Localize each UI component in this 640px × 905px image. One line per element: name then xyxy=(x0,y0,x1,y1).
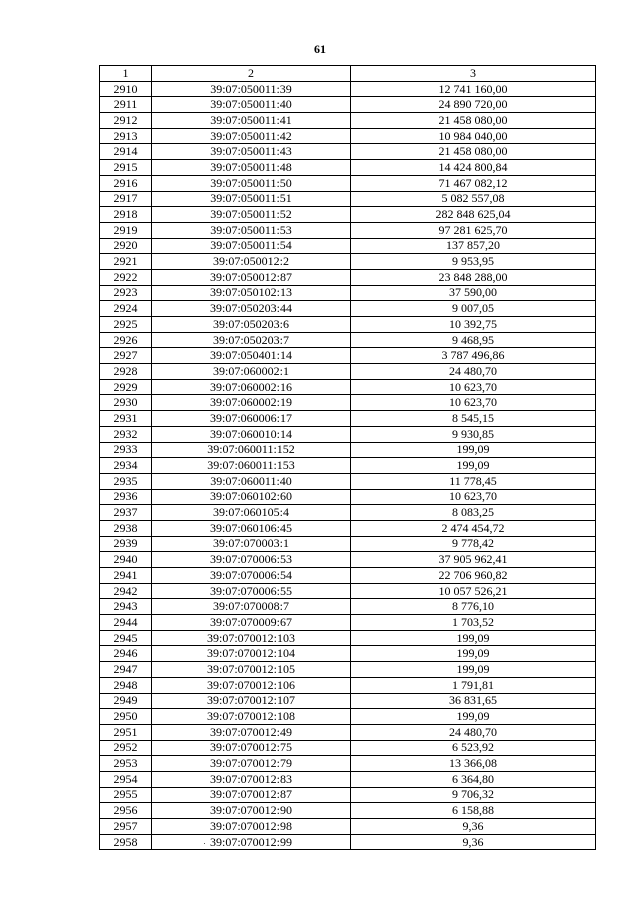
value-cell: 9 706,32 xyxy=(351,787,596,803)
cadastral-number-cell: 39:07:050011:40 xyxy=(152,97,351,113)
cadastral-number-cell: 39:07:070012:90 xyxy=(152,803,351,819)
value-cell: 97 281 625,70 xyxy=(351,222,596,238)
row-number-cell: 2952 xyxy=(100,740,152,756)
table-row xyxy=(100,207,596,223)
cadastral-number-cell: 39:07:070009:67 xyxy=(152,615,351,631)
row-number-cell: 2943 xyxy=(100,599,152,615)
table-row xyxy=(100,332,596,348)
value-cell: 10 057 526,21 xyxy=(351,583,596,599)
value-cell: 37 590,00 xyxy=(351,285,596,301)
value-cell: 199,09 xyxy=(351,458,596,474)
value-cell: 137 857,20 xyxy=(351,238,596,254)
row-number-cell: 2941 xyxy=(100,568,152,584)
table-row xyxy=(100,552,596,568)
row-number-cell: 2955 xyxy=(100,787,152,803)
row-number-cell: 2927 xyxy=(100,348,152,364)
table-row xyxy=(100,505,596,521)
row-number-cell: 2930 xyxy=(100,395,152,411)
value-cell: 22 706 960,82 xyxy=(351,568,596,584)
row-number-cell: 2937 xyxy=(100,505,152,521)
table-row xyxy=(100,97,596,113)
row-number-cell: 2942 xyxy=(100,583,152,599)
cadastral-number-cell: 39:07:070003:1 xyxy=(152,536,351,552)
row-number-cell: 2931 xyxy=(100,411,152,427)
table-row xyxy=(100,144,596,160)
table-row xyxy=(100,473,596,489)
value-cell: 21 458 080,00 xyxy=(351,113,596,129)
row-number-cell: 2917 xyxy=(100,191,152,207)
cadastral-number-cell: 39:07:070006:53 xyxy=(152,552,351,568)
cadastral-number-cell: 39:07:070012:79 xyxy=(152,756,351,772)
cadastral-number-cell: 39:07:050012:2 xyxy=(152,254,351,270)
table-row xyxy=(100,646,596,662)
row-number-cell: 2948 xyxy=(100,677,152,693)
table-row xyxy=(100,254,596,270)
row-number-cell: 2916 xyxy=(100,175,152,191)
cadastral-number-cell: 39:07:050011:51 xyxy=(152,191,351,207)
table-row xyxy=(100,489,596,505)
cadastral-number-cell: 39:07:050203:7 xyxy=(152,332,351,348)
value-cell: 21 458 080,00 xyxy=(351,144,596,160)
cadastral-number-cell: 39:07:060102:60 xyxy=(152,489,351,505)
value-cell: 199,09 xyxy=(351,630,596,646)
cadastral-number-cell: 39:07:070006:55 xyxy=(152,583,351,599)
value-cell: 12 741 160,00 xyxy=(351,81,596,97)
table-row xyxy=(100,536,596,552)
table-row xyxy=(100,724,596,740)
table-row xyxy=(100,395,596,411)
row-number-cell: 2949 xyxy=(100,693,152,709)
row-number-cell: 2920 xyxy=(100,238,152,254)
cadastral-number-cell: 39:07:050203:44 xyxy=(152,301,351,317)
value-cell: 10 623,70 xyxy=(351,489,596,505)
cadastral-number-cell: 39:07:050102:13 xyxy=(152,285,351,301)
value-cell: 3 787 496,86 xyxy=(351,348,596,364)
row-number-cell: 2922 xyxy=(100,269,152,285)
cadastral-value-table xyxy=(99,65,596,850)
cadastral-number-cell: 39:07:070012:103 xyxy=(152,630,351,646)
value-cell: 2 474 454,72 xyxy=(351,520,596,536)
value-cell: 9 778,42 xyxy=(351,536,596,552)
row-number-cell: 2913 xyxy=(100,128,152,144)
table-row xyxy=(100,709,596,725)
row-number-cell: 2945 xyxy=(100,630,152,646)
value-cell: 9 007,05 xyxy=(351,301,596,317)
value-cell: 6 364,80 xyxy=(351,771,596,787)
value-cell: 11 778,45 xyxy=(351,473,596,489)
table-row xyxy=(100,128,596,144)
row-number-cell: 2915 xyxy=(100,160,152,176)
page-number: 61 xyxy=(314,42,326,56)
cadastral-number-cell: 39:07:050011:50 xyxy=(152,175,351,191)
cadastral-number-cell: 39:07:050011:43 xyxy=(152,144,351,160)
cadastral-number-cell: 39:07:060002:19 xyxy=(152,395,351,411)
value-cell: 10 392,75 xyxy=(351,317,596,333)
cadastral-number-cell: 39:07:050401:14 xyxy=(152,348,351,364)
cadastral-number-cell: 39:07:070012:99 xyxy=(152,834,351,850)
cadastral-number-cell: 39:07:050011:48 xyxy=(152,160,351,176)
cadastral-number-cell: 39:07:050011:54 xyxy=(152,238,351,254)
column-header: 1 xyxy=(100,66,152,82)
value-cell: 1 791,81 xyxy=(351,677,596,693)
table-row xyxy=(100,803,596,819)
cadastral-number-cell: 39:07:070012:106 xyxy=(152,677,351,693)
table-row xyxy=(100,834,596,850)
row-number-cell: 2928 xyxy=(100,364,152,380)
value-cell: 9 930,85 xyxy=(351,426,596,442)
cadastral-number-cell: 39:07:060002:1 xyxy=(152,364,351,380)
row-number-cell: 2934 xyxy=(100,458,152,474)
value-cell: 6 158,88 xyxy=(351,803,596,819)
table-row xyxy=(100,787,596,803)
table-row xyxy=(100,630,596,646)
row-number-cell: 2933 xyxy=(100,442,152,458)
value-cell: 8 083,25 xyxy=(351,505,596,521)
row-number-cell: 2929 xyxy=(100,379,152,395)
cadastral-number-cell: 39:07:070012:98 xyxy=(152,819,351,835)
value-cell: 9 953,95 xyxy=(351,254,596,270)
cadastral-number-cell: 39:07:070012:49 xyxy=(152,724,351,740)
table-row xyxy=(100,348,596,364)
cadastral-number-cell: 39:07:060002:16 xyxy=(152,379,351,395)
value-cell: 10 623,70 xyxy=(351,395,596,411)
row-number-cell: 2939 xyxy=(100,536,152,552)
row-number-cell: 2932 xyxy=(100,426,152,442)
table-row xyxy=(100,740,596,756)
row-number-cell: 2947 xyxy=(100,662,152,678)
cadastral-number-cell: 39:07:060011:152 xyxy=(152,442,351,458)
row-number-cell: 2935 xyxy=(100,473,152,489)
table-row xyxy=(100,269,596,285)
table-row xyxy=(100,819,596,835)
row-number-cell: 2912 xyxy=(100,113,152,129)
cadastral-number-cell: 39:07:060010:14 xyxy=(152,426,351,442)
cadastral-number-cell: 39:07:060011:40 xyxy=(152,473,351,489)
cadastral-number-cell: 39:07:060011:153 xyxy=(152,458,351,474)
table-row xyxy=(100,411,596,427)
cadastral-number-cell: 39:07:060105:4 xyxy=(152,505,351,521)
cadastral-number-cell: 39:07:070012:75 xyxy=(152,740,351,756)
row-number-cell: 2914 xyxy=(100,144,152,160)
table-row xyxy=(100,160,596,176)
cadastral-number-cell: 39:07:050012:87 xyxy=(152,269,351,285)
table-row xyxy=(100,81,596,97)
value-cell: 13 366,08 xyxy=(351,756,596,772)
row-number-cell: 2940 xyxy=(100,552,152,568)
value-cell: 14 424 800,84 xyxy=(351,160,596,176)
row-number-cell: 2956 xyxy=(100,803,152,819)
value-cell: 37 905 962,41 xyxy=(351,552,596,568)
cadastral-number-cell: 39:07:070012:83 xyxy=(152,771,351,787)
row-number-cell: 2950 xyxy=(100,709,152,725)
column-header: 2 xyxy=(152,66,351,82)
row-number-cell: 2954 xyxy=(100,771,152,787)
table-row xyxy=(100,364,596,380)
cadastral-number-cell: 39:07:070008:7 xyxy=(152,599,351,615)
table-row xyxy=(100,458,596,474)
cadastral-number-cell: 39:07:070012:104 xyxy=(152,646,351,662)
row-number-cell: 2923 xyxy=(100,285,152,301)
cadastral-number-cell: 39:07:060106:45 xyxy=(152,520,351,536)
table-row xyxy=(100,426,596,442)
cadastral-number-cell: 39:07:070012:87 xyxy=(152,787,351,803)
table-row xyxy=(100,756,596,772)
table-row xyxy=(100,599,596,615)
table-row xyxy=(100,191,596,207)
cadastral-number-cell: 39:07:050011:52 xyxy=(152,207,351,223)
table-row xyxy=(100,222,596,238)
row-number-cell: 2918 xyxy=(100,207,152,223)
row-number-cell: 2946 xyxy=(100,646,152,662)
table-row xyxy=(100,771,596,787)
table-row xyxy=(100,175,596,191)
row-number-cell: 2926 xyxy=(100,332,152,348)
value-cell: 24 890 720,00 xyxy=(351,97,596,113)
value-cell: 5 082 557,08 xyxy=(351,191,596,207)
table-row xyxy=(100,568,596,584)
cadastral-number-cell: 39:07:050011:39 xyxy=(152,81,351,97)
cadastral-number-cell: 39:07:050011:42 xyxy=(152,128,351,144)
table-row xyxy=(100,285,596,301)
value-cell: 9,36 xyxy=(351,819,596,835)
scan-speck xyxy=(204,843,205,844)
row-number-cell: 2938 xyxy=(100,520,152,536)
table-row xyxy=(100,379,596,395)
value-cell: 199,09 xyxy=(351,709,596,725)
value-cell: 8 776,10 xyxy=(351,599,596,615)
value-cell: 36 831,65 xyxy=(351,693,596,709)
value-cell: 23 848 288,00 xyxy=(351,269,596,285)
row-number-cell: 2910 xyxy=(100,81,152,97)
table-row xyxy=(100,615,596,631)
table-row xyxy=(100,677,596,693)
row-number-cell: 2925 xyxy=(100,317,152,333)
value-cell: 9 468,95 xyxy=(351,332,596,348)
cadastral-number-cell: 39:07:070012:108 xyxy=(152,709,351,725)
cadastral-number-cell: 39:07:060006:17 xyxy=(152,411,351,427)
value-cell: 282 848 625,04 xyxy=(351,207,596,223)
table-header-row xyxy=(100,66,596,82)
row-number-cell: 2953 xyxy=(100,756,152,772)
value-cell: 199,09 xyxy=(351,442,596,458)
value-cell: 8 545,15 xyxy=(351,411,596,427)
row-number-cell: 2921 xyxy=(100,254,152,270)
row-number-cell: 2919 xyxy=(100,222,152,238)
column-header: 3 xyxy=(351,66,596,82)
row-number-cell: 2924 xyxy=(100,301,152,317)
value-cell: 71 467 082,12 xyxy=(351,175,596,191)
value-cell: 9,36 xyxy=(351,834,596,850)
table-row xyxy=(100,301,596,317)
table-row xyxy=(100,583,596,599)
value-cell: 1 703,52 xyxy=(351,615,596,631)
table-row xyxy=(100,317,596,333)
cadastral-number-cell: 39:07:050011:53 xyxy=(152,222,351,238)
cadastral-number-cell: 39:07:050011:41 xyxy=(152,113,351,129)
cadastral-number-cell: 39:07:070012:107 xyxy=(152,693,351,709)
cadastral-number-cell: 39:07:070006:54 xyxy=(152,568,351,584)
value-cell: 199,09 xyxy=(351,662,596,678)
row-number-cell: 2951 xyxy=(100,724,152,740)
value-cell: 6 523,92 xyxy=(351,740,596,756)
row-number-cell: 2958 xyxy=(100,834,152,850)
cadastral-number-cell: 39:07:050203:6 xyxy=(152,317,351,333)
table-row xyxy=(100,238,596,254)
row-number-cell: 2911 xyxy=(100,97,152,113)
row-number-cell: 2957 xyxy=(100,819,152,835)
cadastral-number-cell: 39:07:070012:105 xyxy=(152,662,351,678)
value-cell: 24 480,70 xyxy=(351,724,596,740)
table-row xyxy=(100,113,596,129)
row-number-cell: 2944 xyxy=(100,615,152,631)
value-cell: 10 623,70 xyxy=(351,379,596,395)
table-row xyxy=(100,662,596,678)
value-cell: 199,09 xyxy=(351,646,596,662)
table-row xyxy=(100,693,596,709)
table-row xyxy=(100,520,596,536)
value-cell: 24 480,70 xyxy=(351,364,596,380)
value-cell: 10 984 040,00 xyxy=(351,128,596,144)
table-row xyxy=(100,442,596,458)
row-number-cell: 2936 xyxy=(100,489,152,505)
